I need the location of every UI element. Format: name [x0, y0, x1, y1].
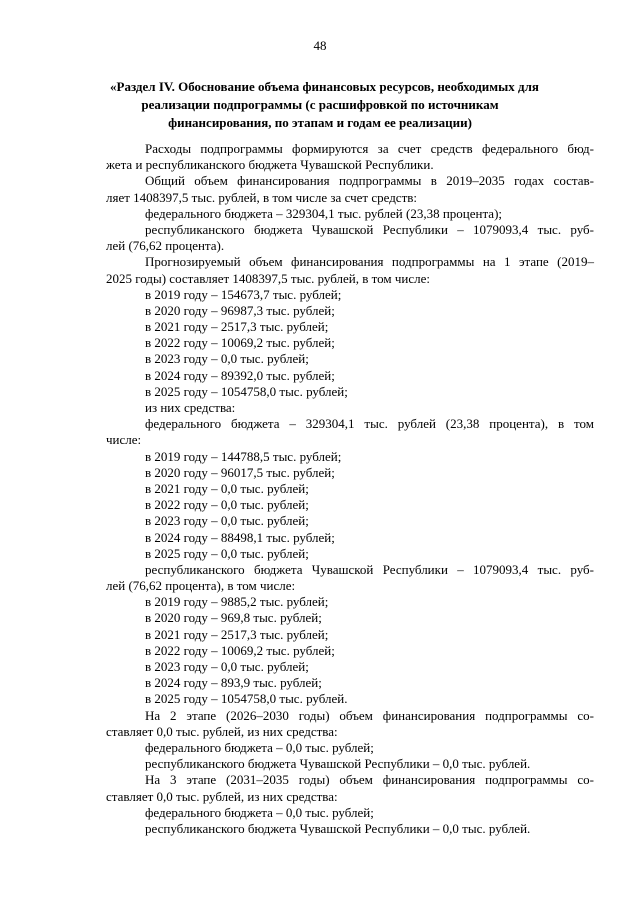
text-line: в 2025 году – 0,0 тыс. рублей; [145, 545, 309, 561]
text-line: На 3 этапе (2031–2035 годы) объем финансирования подпрограммы со- [145, 772, 594, 788]
text-line: в 2023 году – 0,0 тыс. рублей; [145, 513, 309, 529]
text-line: Общий объем финансирования подпрограммы в 2019–2035 годах состав- [145, 173, 594, 189]
text-line: в 2024 году – 88498,1 тыс. рублей; [145, 529, 335, 545]
text-line: ляет 1408397,5 тыс. рублей, в том числе за счет средств: [106, 189, 418, 205]
text-line: Расходы подпрограммы формируются за счет средств федерального бюд- [145, 141, 594, 156]
text-line: ставляет 0,0 тыс. рублей, из них средства: [106, 788, 338, 804]
text-line: в 2024 году – 893,9 тыс. рублей; [145, 675, 322, 691]
text-line: в 2020 году – 96017,5 тыс. рублей; [145, 464, 335, 480]
text-line: в 2019 году – 9885,2 тыс. рублей; [145, 594, 329, 610]
text-line: федерального бюджета – 0,0 тыс. рублей; [145, 739, 374, 755]
text-line: На 2 этапе (2026–2030 годы) объем финансирования подпрограммы со- [145, 707, 594, 723]
text-line: в 2025 году – 1054758,0 тыс. рублей; [145, 383, 348, 399]
text-line: числе: [106, 432, 142, 448]
text-line: в 2020 году – 969,8 тыс. рублей; [145, 610, 322, 626]
body-text [106, 141, 594, 837]
heading-line: реализации подпрограммы (с расшифровкой по источникам [141, 97, 499, 112]
text-line: лей (76,62 процента). [106, 238, 225, 254]
text-line: в 2025 году – 1054758,0 тыс. рублей. [145, 691, 348, 707]
text-line: в 2020 году – 96987,3 тыс. рублей; [145, 302, 335, 318]
text-line: республиканского бюджета Чувашской Республики – 1079093,4 тыс. руб- [145, 561, 594, 577]
text-line: в 2022 году – 10069,2 тыс. рублей; [145, 642, 335, 658]
text-line: федерального бюджета – 329304,1 тыс. рублей (23,38 процента), в том [145, 416, 594, 432]
text-line: в 2024 году – 89392,0 тыс. рублей; [145, 367, 335, 383]
section-heading [110, 78, 539, 132]
text-line: в 2023 году – 0,0 тыс. рублей; [145, 659, 309, 674]
text-line: в 2022 году – 10069,2 тыс. рублей; [145, 335, 335, 351]
text-line: в 2021 году – 0,0 тыс. рублей; [145, 480, 309, 496]
text-line: лей (76,62 процента), в том числе: [106, 578, 296, 594]
text-line: жета и республиканского бюджета Чувашской Республики. [106, 157, 434, 173]
heading-line: «Раздел IV. Обоснование объема финансовых ресурсов, необходимых для [110, 79, 539, 94]
text-line: в 2023 году – 0,0 тыс. рублей; [145, 351, 309, 367]
text-line: республиканского бюджета Чувашской Республики – 1079093,4 тыс. руб- [145, 221, 594, 237]
text-line: республиканского бюджета Чувашской Республики – 0,0 тыс. рублей. [145, 820, 531, 836]
heading-line: финансирования, по этапам и годам ее реализации) [168, 115, 472, 130]
text-line: федерального бюджета – 329304,1 тыс. рублей (23,38 процента); [145, 205, 503, 221]
text-line: федерального бюджета – 0,0 тыс. рублей; [145, 804, 374, 820]
text-line: из них средства: [145, 400, 236, 415]
text-line: 2025 годы) составляет 1408397,5 тыс. рублей, в том числе: [106, 270, 431, 286]
text-line: Прогнозируемый объем финансирования подпрограммы на 1 этапе (2019– [145, 254, 594, 270]
text-line: в 2019 году – 154673,7 тыс. рублей; [145, 286, 342, 302]
text-line: в 2021 году – 2517,3 тыс. рублей; [145, 626, 329, 642]
text-line: в 2021 году – 2517,3 тыс. рублей; [145, 319, 329, 335]
page-number: 48 [313, 38, 327, 53]
text-line: республиканского бюджета Чувашской Республики – 0,0 тыс. рублей. [145, 756, 531, 772]
text-line: в 2022 году – 0,0 тыс. рублей; [145, 497, 309, 513]
text-line: ставляет 0,0 тыс. рублей, из них средства: [106, 723, 338, 739]
text-line: в 2019 году – 144788,5 тыс. рублей; [145, 448, 342, 464]
